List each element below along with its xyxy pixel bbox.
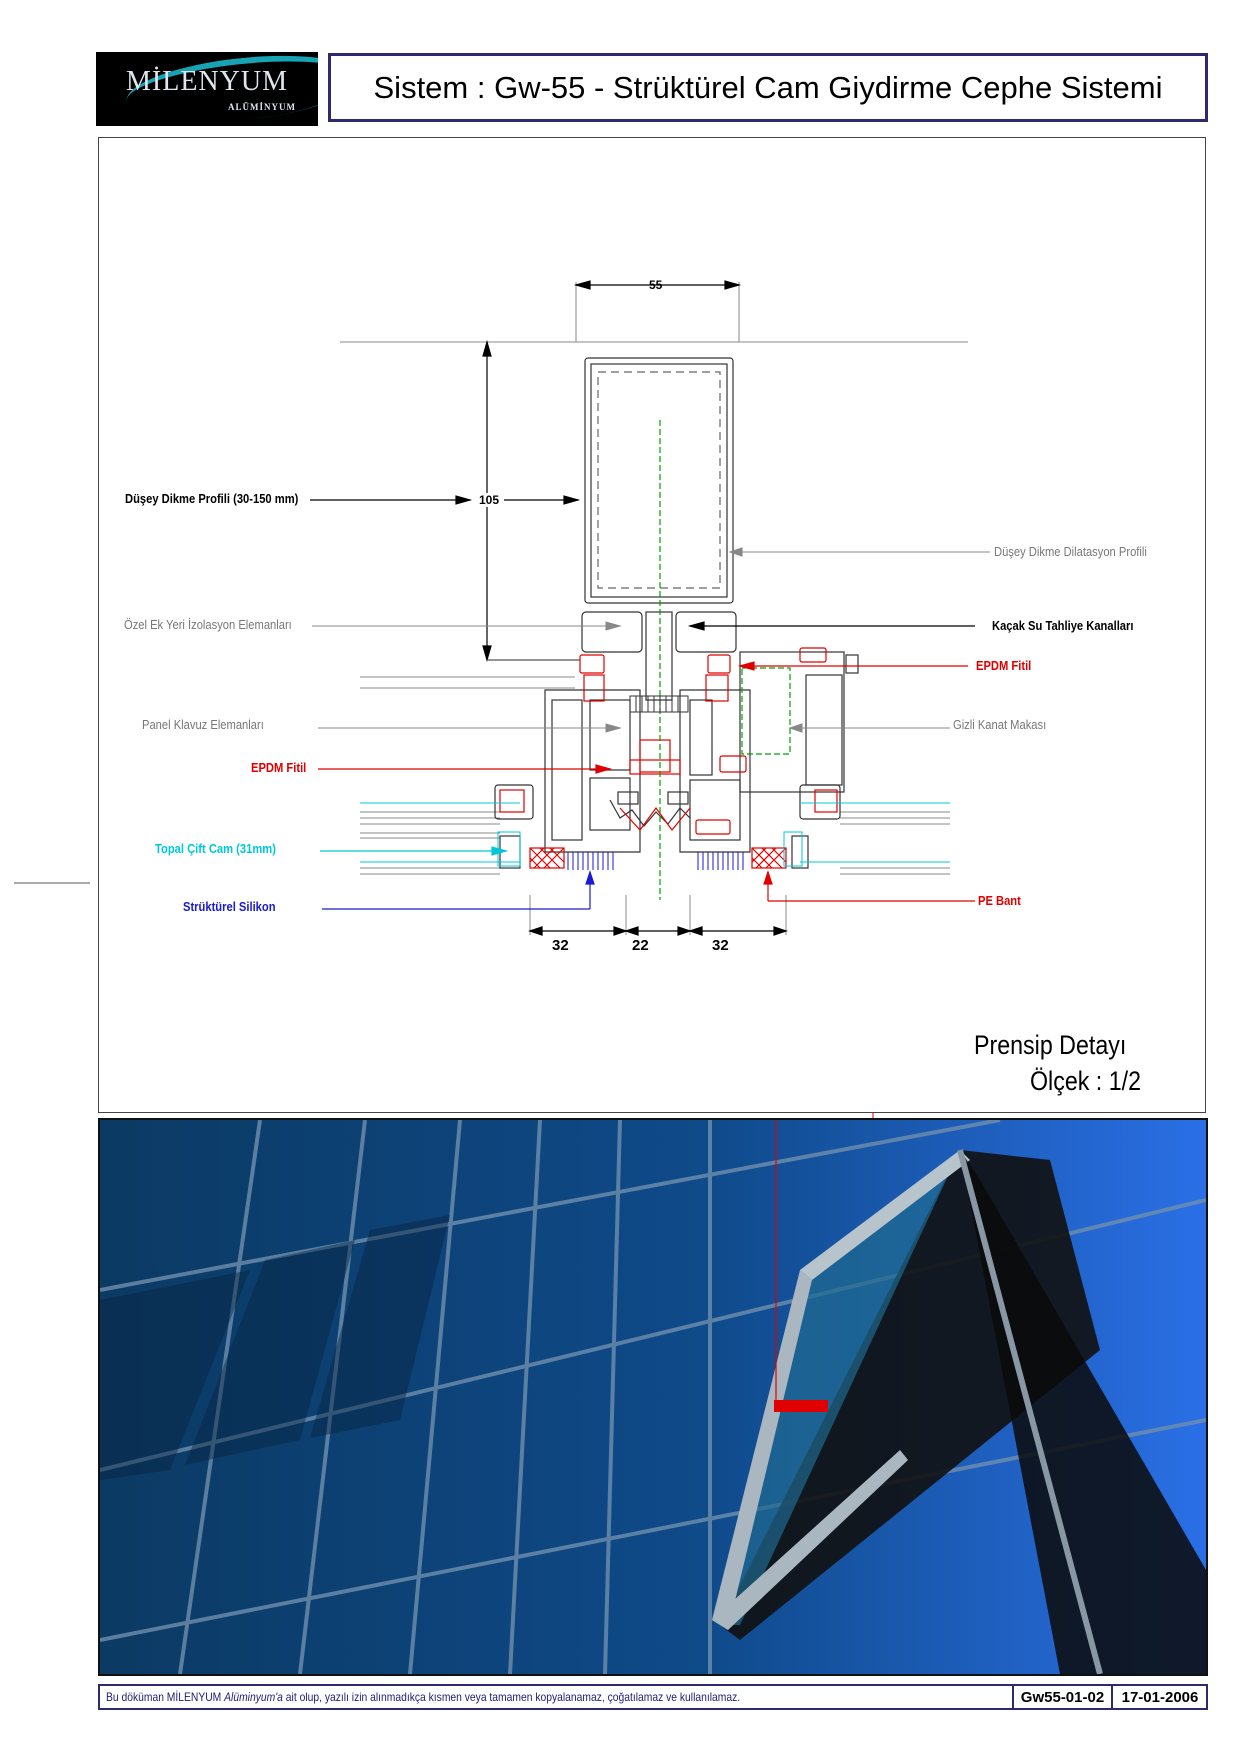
dim-bottom-right: 32 [712,937,729,954]
document-code: Gw55-01-02 [1012,1686,1113,1708]
label-ek-yeri: Özel Ek Yeri İzolasyon Elemanları [124,617,292,632]
dim-bottom-left: 32 [552,937,569,954]
dim-bottom-mid: 22 [632,937,649,954]
logo-text: MİLENYUM [126,66,288,97]
dim-height-side: 105 [479,493,500,507]
label-gizli-kanat: Gizli Kanat Makası [953,717,1047,732]
facade-photo [98,1118,1208,1676]
label-panel-klavuz: Panel Klavuz Elemanları [142,717,264,732]
note-prefix: Bu döküman MİLENYUM [106,1690,222,1704]
label-dilatasyon: Düşey Dikme Dilatasyon Profili [994,544,1147,559]
label-pe-bant: PE Bant [978,893,1021,908]
label-kacak-su: Kaçak Su Tahliye Kanalları [992,618,1134,633]
label-epdm-left: EPDM Fitil [251,760,307,775]
note-suffix: ait olup, yazılı izin alınmadıkça kısmen veya tamamen kopyalanamaz, çoğatılamaz ve kullanılamaz. [285,1690,741,1704]
note-italic: Alüminyum'a [224,1690,283,1704]
label-silikon: Strüktürel Silikon [183,899,276,914]
label-topal-cam: Topal Çift Cam (31mm) [155,841,276,856]
label-dikme-profili: Düşey Dikme Profili (30-150 mm) [125,491,299,506]
footer [98,1684,1208,1710]
document-date: 17-01-2006 [1121,1688,1199,1706]
copyright-note [106,1690,740,1704]
drawing-scale: Ölçek : 1/2 [1030,1066,1141,1096]
facade-illustration [100,1120,1206,1674]
drawing-caption: Prensip Detayı [974,1030,1127,1060]
label-epdm-right: EPDM Fitil [976,658,1032,673]
logo-subtext: ALÜMİNYUM [228,102,296,112]
dim-width-top: 55 [649,278,663,292]
page-title: Sistem : Gw-55 - Strüktürel Cam Giydirme Cephe Sistemi [373,69,1163,105]
